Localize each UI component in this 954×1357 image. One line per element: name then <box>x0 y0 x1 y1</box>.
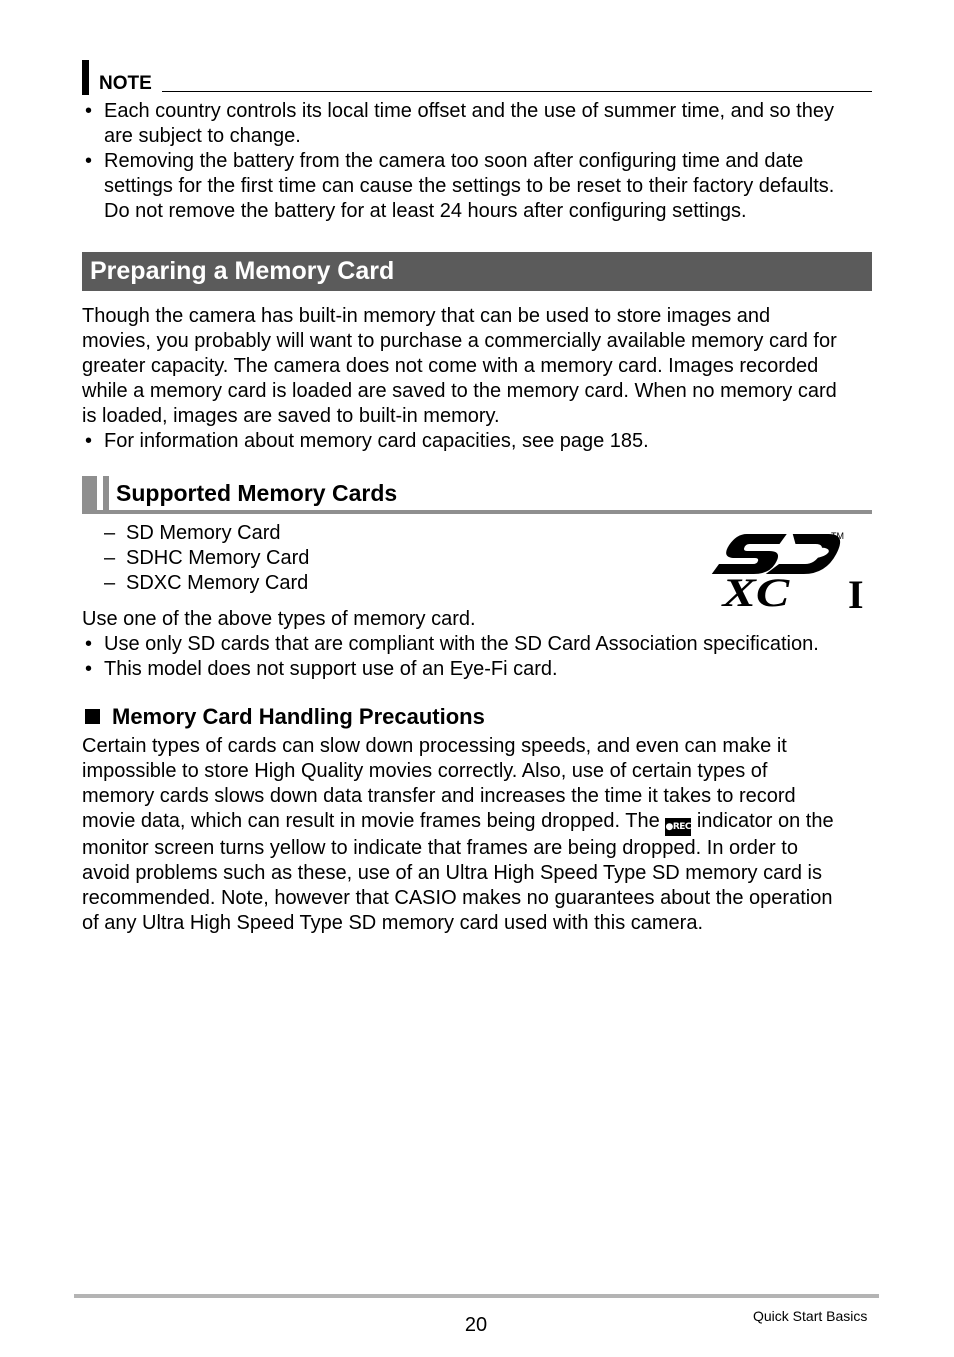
note-item-1-line-1: Each country controls its local time offset and the use of summer time, and so they <box>104 100 834 122</box>
note-marker <box>82 60 89 95</box>
list-item: • Use only SD cards that are compliant with the SD Card Association specification. <box>85 633 819 655</box>
section-body-line-3: greater capacity. The camera does not come with a memory card. Images recorded <box>82 355 819 377</box>
precautions-line: movie data, which can result in movie frames being dropped. The ●REC indicator on the <box>82 809 834 836</box>
precautions-line: recommended. Note, however that CASIO makes no guarantees about the operation <box>82 887 833 909</box>
note-item-2-line-3: Do not remove the battery for at least 24 hours after configuring settings. <box>104 200 747 222</box>
precautions-body <box>82 734 834 936</box>
precautions-line: monitor screen turns yellow to indicate that frames are being dropped. In order to <box>82 837 798 859</box>
bullet-glyph: • <box>85 658 93 680</box>
bullet-glyph: • <box>85 430 93 452</box>
list-item: • This model does not support use of an Eye-Fi card. <box>85 658 558 680</box>
bullet-glyph: • <box>85 150 93 172</box>
bullet-glyph: • <box>85 100 93 122</box>
logo-xc-text: XC <box>722 570 790 612</box>
subsection-rule <box>82 510 872 514</box>
note-label: NOTE <box>99 73 152 94</box>
note-rule <box>162 91 872 92</box>
movie-rec-icon: ●REC <box>665 818 691 836</box>
note-item-2-line-1: Removing the battery from the camera too soon after configuring time and date <box>104 150 804 172</box>
section-body <box>82 304 837 429</box>
supported-bullets <box>85 632 819 682</box>
note-item-1-line-2: are subject to change. <box>104 125 301 147</box>
use-line: Use one of the above types of memory card. <box>82 608 476 630</box>
section-body-line-1: Though the camera has built-in memory that can be used to store images and <box>82 305 771 327</box>
note-item-2 <box>85 149 835 224</box>
square-bullet-icon <box>85 709 100 724</box>
subsection-marker-bar <box>82 476 97 512</box>
section-body-line-2: movies, you probably will want to purchase a commercially available memory card for <box>82 330 837 352</box>
footer-rule <box>74 1294 879 1298</box>
card-type-list <box>104 521 310 596</box>
dash-glyph: – <box>104 547 116 569</box>
subsection-marker-bar-thin <box>103 476 109 512</box>
page-number: 20 <box>464 1314 488 1336</box>
section-body-line-5: is loaded, images are saved to built-in memory. <box>82 405 500 427</box>
list-item: – SD Memory Card <box>104 522 281 544</box>
section-bullet <box>85 429 649 454</box>
precautions-line: of any Ultra High Speed Type SD memory card used with this camera. <box>82 912 704 934</box>
trademark-mark: TM <box>831 531 844 541</box>
subsection-title: Supported Memory Cards <box>116 480 398 506</box>
note-item-1 <box>85 99 834 149</box>
section-body-line-4: while a memory card is loaded are saved to the memory card. When no memory card <box>82 380 837 402</box>
precautions-title: Memory Card Handling Precautions <box>112 704 485 729</box>
precautions-line: Certain types of cards can slow down processing speeds, and even can make it <box>82 735 787 757</box>
precautions-line: impossible to store High Quality movies correctly. Also, use of certain types of <box>82 760 768 782</box>
uhs-class-mark: I <box>848 572 864 612</box>
section-bullet-text: For information about memory card capacities, see page 185. <box>104 430 649 452</box>
precautions-line: memory cards slows down data transfer and increases the time it takes to record <box>82 785 796 807</box>
footer-section-name: Quick Start Basics <box>753 1308 868 1324</box>
list-item: – SDXC Memory Card <box>104 572 309 594</box>
dash-glyph: – <box>104 572 116 594</box>
sdxc-logo-icon <box>700 524 872 612</box>
dash-glyph: – <box>104 522 116 544</box>
note-item-2-line-2: settings for the first time can cause the settings to be reset to their factory defaults. <box>104 175 835 197</box>
section-title: Preparing a Memory Card <box>90 257 395 285</box>
precautions-line: avoid problems such as these, use of an Ultra High Speed Type SD memory card is <box>82 862 822 884</box>
bullet-glyph: • <box>85 633 93 655</box>
list-item: – SDHC Memory Card <box>104 547 310 569</box>
